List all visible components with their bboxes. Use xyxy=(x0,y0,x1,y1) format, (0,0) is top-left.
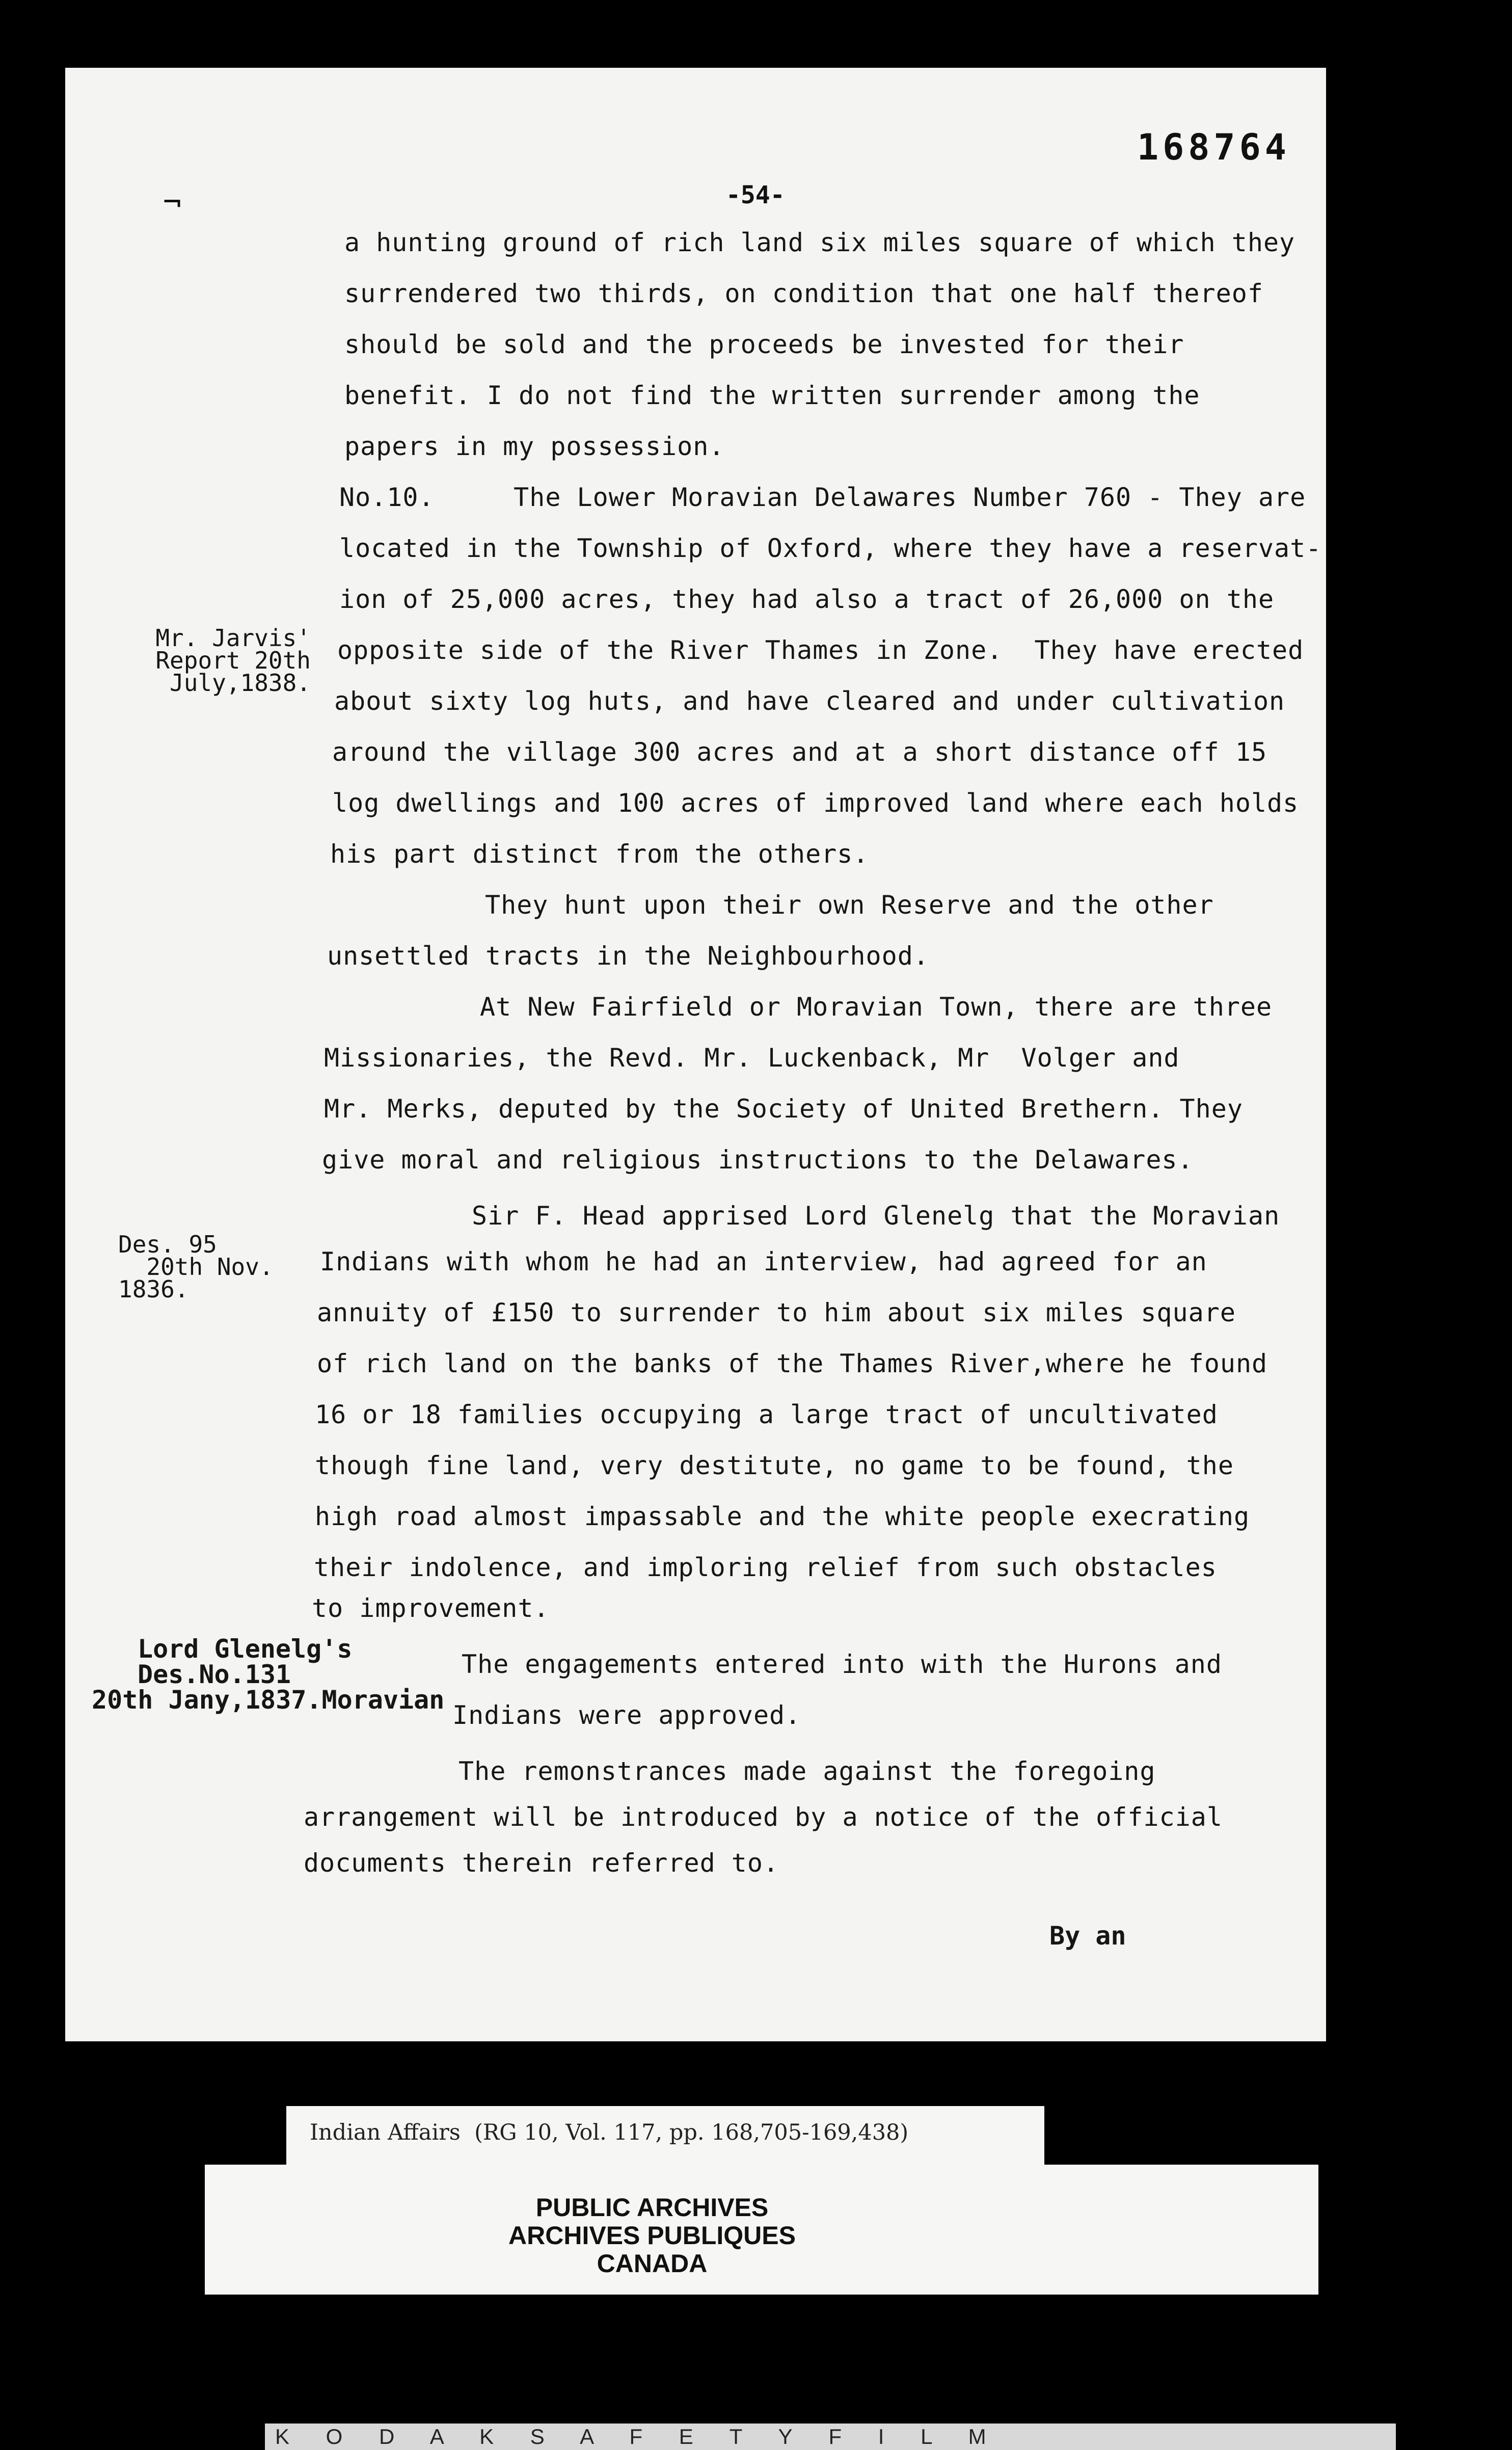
body-line: log dwellings and 100 acres of improved land where each holds xyxy=(332,788,1299,818)
body-line: opposite side of the River Thames in Zone. They have erected xyxy=(337,635,1304,665)
body-line: his part distinct from the others. xyxy=(330,839,869,869)
page-number: -54- xyxy=(726,181,785,209)
body-line: Indians were approved. xyxy=(452,1700,801,1730)
label-tab-left xyxy=(205,2106,286,2165)
margin-note-des95: Des. 95 20th Nov. 1836. xyxy=(118,1231,274,1303)
body-line: Mr. Merks, deputed by the Society of United Brethern. They xyxy=(324,1094,1243,1124)
body-line: ion of 25,000 acres, they had also a tract of 26,000 on the xyxy=(339,584,1275,614)
body-line: surrendered two thirds, on condition that one half thereof xyxy=(344,279,1263,308)
body-line: their indolence, and imploring relief from such obstacles xyxy=(314,1553,1217,1582)
body-line: to improvement. xyxy=(312,1593,550,1623)
body-line: a hunting ground of rich land six miles square of which they xyxy=(344,228,1295,257)
body-line: high road almost impassable and the white people execrating xyxy=(315,1502,1250,1531)
body-line: The remonstrances made against the foregoing xyxy=(458,1756,1156,1786)
folio-number: 168764 xyxy=(1137,126,1290,168)
archive-reference: Indian Affairs (RG 10, Vol. 117, pp. 168,705-169,438) xyxy=(310,2120,909,2145)
body-line: 16 or 18 families occupying a large tract of uncultivated xyxy=(315,1400,1218,1429)
margin-note-glenelg: Lord Glenelg's xyxy=(138,1634,353,1664)
archive-name-en: PUBLIC ARCHIVES xyxy=(535,2193,769,2222)
margin-note-date: 20th Jany,1837.Moravian xyxy=(92,1685,445,1715)
body-line: located in the Township of Oxford, where they have a reservat- xyxy=(339,534,1322,563)
catchword: By an xyxy=(1049,1921,1126,1951)
body-line: No.10. The Lower Moravian Delawares Number 760 - They are xyxy=(339,483,1306,512)
label-tab-right xyxy=(1044,2106,1318,2165)
body-line: arrangement will be introduced by a notice of the official xyxy=(304,1802,1223,1832)
body-line: around the village 300 acres and at a short distance off 15 xyxy=(332,737,1267,767)
body-line: At New Fairfield or Moravian Town, there are three xyxy=(480,992,1273,1022)
margin-note-jarvis: Mr. Jarvis' Report 20th July,1838. xyxy=(155,624,311,697)
margin-note-despatch: Des.No.131 xyxy=(138,1660,291,1689)
archive-name-fr: ARCHIVES PUBLIQUES xyxy=(508,2221,796,2250)
body-line: unsettled tracts in the Neighbourhood. xyxy=(327,941,929,971)
body-line: annuity of £150 to surrender to him about six miles square xyxy=(317,1298,1236,1327)
body-line: Sir F. Head apprised Lord Glenelg that the Moravian xyxy=(472,1201,1280,1231)
body-line: documents therein referred to. xyxy=(304,1848,779,1878)
body-line: though fine land, very destitute, no game to be found, the xyxy=(315,1451,1234,1480)
body-line: The engagements entered into with the Hurons and xyxy=(462,1649,1222,1679)
body-line: Missionaries, the Revd. Mr. Luckenback, Mr Volger and xyxy=(324,1043,1180,1073)
body-line: papers in my possession. xyxy=(344,432,725,461)
body-line: Indians with whom he had an interview, had agreed for an xyxy=(320,1247,1207,1276)
body-line: should be sold and the proceeds be invested for their xyxy=(344,330,1184,359)
body-line: about sixty log huts, and have cleared and under cultivation xyxy=(334,686,1285,716)
body-line: give moral and religious instructions to the Delawares. xyxy=(322,1145,1194,1175)
body-line: They hunt upon their own Reserve and the other xyxy=(485,890,1214,920)
archive-country: CANADA xyxy=(597,2249,708,2278)
corner-mark: ¬ xyxy=(163,184,182,220)
body-line: benefit. I do not find the written surrender among the xyxy=(344,381,1200,410)
body-line: of rich land on the banks of the Thames River,where he found xyxy=(317,1349,1268,1378)
film-edge-print: K O D A K S A F E T Y F I L M xyxy=(265,2424,1396,2450)
